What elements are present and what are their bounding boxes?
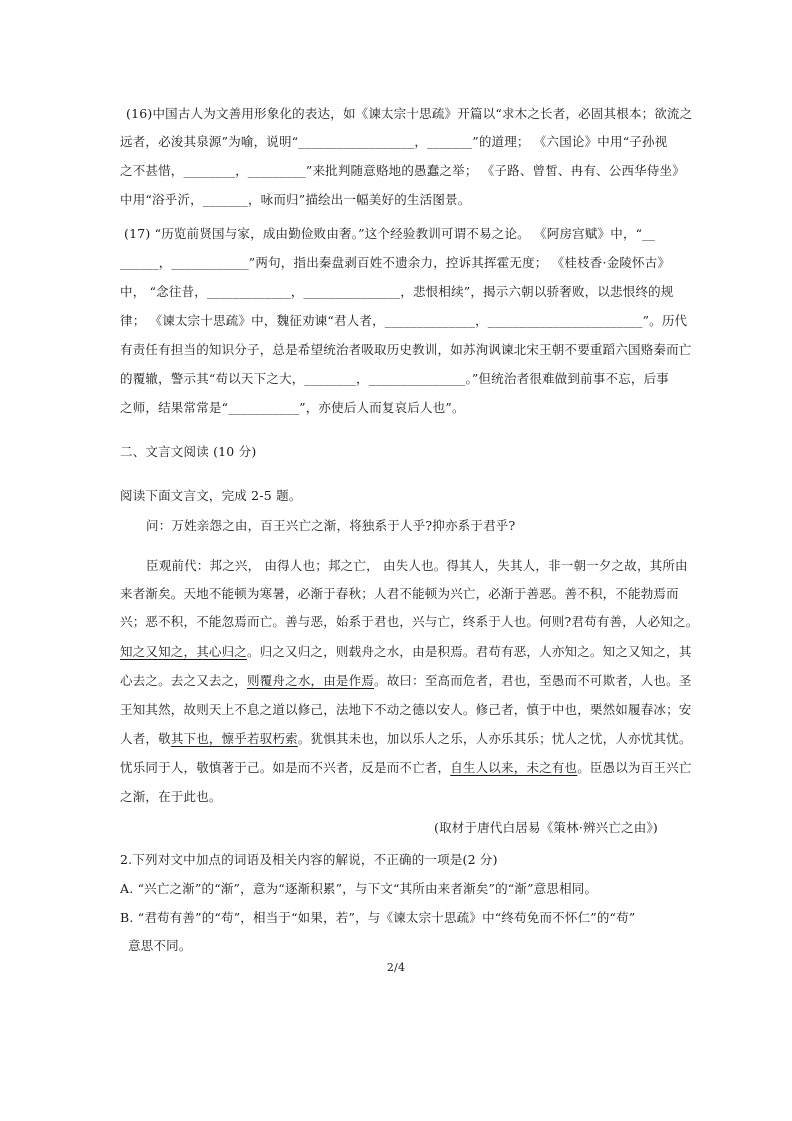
q17-line-3: 中， “念往昔，_____________，_______________，悲恨相续”，揭示六朝以骄奢败，以悲恨终的规 [120, 284, 674, 299]
passage-line-5 [120, 673, 692, 689]
q17-line-7: 之师，结果常常是“___________”，亦使后人而复哀后人也”。 [120, 400, 465, 415]
q17-line-2: ______，____________”两句，指出秦盘剥百姓不遗余力，控诉其挥霍无度； 《桂枝香·金陵怀古》 [120, 255, 671, 270]
passage-text: 心去之。去之又去之， [120, 673, 248, 688]
q17-line-1: (17) “历览前贤国与家，成由勤俭败由奢。”这个经验教训可谓不易之论。 《阿房宫赋》中，“__ [124, 226, 656, 241]
question-line: 问：万姓亲怨之由，百王兴亡之渐，将独系于人乎?抑亦系于君乎? [146, 518, 516, 533]
passage-line-6: 王知其然，故则天上不息之道以修己，法地下不动之德以安人。修己者，慎于中也，栗然如履春冰；安 [120, 702, 692, 717]
passage-line-2: 来者渐矣。天地不能顿为寒暑，必渐于春秋；人君不能顿为兴亡，必渐于善恶。善不积，不能勃焉而 [120, 586, 679, 601]
q16-line-2: 远者，必浚其泉源”为喻，说明“__________________，_______”的道理； 《六国论》中用“子孙视 [120, 134, 668, 149]
passage-text: 。犹惧其未也，加以乐人之乐，人亦乐其乐；忧人之忧，人亦忧其忧。 [297, 731, 692, 746]
underlined-phrase: 知之又知之，其心归之 [120, 644, 248, 659]
passage-line-9: 之渐，在于此也。 [120, 789, 222, 804]
q2-stem: 2.下列对文中加点的词语及相关内容的解说，不正确的一项是(2 分) [120, 852, 498, 867]
q2-option-a: A. “兴亡之渐”的“渐”，意为“逐渐积累”，与下文“其所由来者渐矣”的“渐”意思相同。 [120, 881, 598, 896]
passage-text: 忧乐同于人，敬慎著于己。如是而不兴者，反是而不亡者， [120, 760, 451, 775]
passage-line-3: 兴；恶不积，不能忽焉而亡。善与恶，始系于君也，兴与亡，终系于人也。何则?君苟有善，人必知之。 [120, 614, 699, 629]
underlined-phrase: 则覆舟之水，由是作焉 [247, 673, 375, 688]
instruction: 阅读下面文言文，完成 2-5 题。 [120, 488, 302, 503]
underlined-phrase: 自生人以来，未之有也 [450, 760, 578, 775]
q16-line-4: 中用“浴乎沂，_______，咏而归”描绘出一幅美好的生活图景。 [120, 192, 471, 207]
passage-line-1: 臣观前代：邦之兴， 由得人也；邦之亡， 由失人也。得其人，失其人，非一朝一夕之故，其所由 [146, 558, 688, 573]
passage-line-7 [120, 731, 692, 747]
q2-option-b-line-2: 意思不同。 [128, 938, 192, 953]
passage-text: 。归之又归之，则载舟之水，由是积焉。君苟有恶，人亦知之。知之又知之，其 [247, 644, 692, 659]
page-number: 2/4 [386, 961, 406, 974]
underlined-phrase: 其下也，懔乎若驭朽索 [170, 731, 298, 746]
passage-text: 。故曰：至高而危者，君也，至愚而不可欺者，人也。圣 [374, 673, 692, 688]
passage-line-4 [120, 644, 692, 660]
q16-line-1: (16)中国古人为文善用形象化的表达，如《谏太宗十思疏》开篇以“求木之长者，必固其根本；欲流之 [126, 106, 693, 121]
q17-line-5: 有责任有担当的知识分子，总是希望统治者吸取历史教训，如苏洵讽谏北宋王朝不要重蹈六国赂秦而亡 [120, 342, 692, 357]
q17-line-6: 的覆辙，警示其“苟以天下之大，________，_______________。”但统治者很难做到前事不忘，后事 [120, 371, 669, 386]
passage-line-8 [120, 760, 692, 776]
q2-option-b-line-1: B. “君苟有善”的“苟”，相当于“如果，若”，与《谏太宗十思疏》中“终苟免而不怀仁”的“苟” [120, 910, 636, 925]
q17-line-4: 律； 《谏太宗十思疏》中，魏征劝谏“君人者，______________，________________________”。历代 [120, 313, 688, 328]
source-citation: (取材于唐代白居易《策林·辨兴亡之由》) [434, 820, 658, 835]
passage-text: 。臣愚以为百王兴亡 [577, 760, 692, 775]
passage-text: 人者，敬 [120, 731, 171, 746]
q16-line-3: 之不甚惜，________，_________”来批判随意赂地的愚蠢之举； 《子路、曾皙、冉有、公西华侍坐》 [120, 163, 685, 178]
section-title: 二、文言文阅读 (10 分) [120, 444, 257, 459]
